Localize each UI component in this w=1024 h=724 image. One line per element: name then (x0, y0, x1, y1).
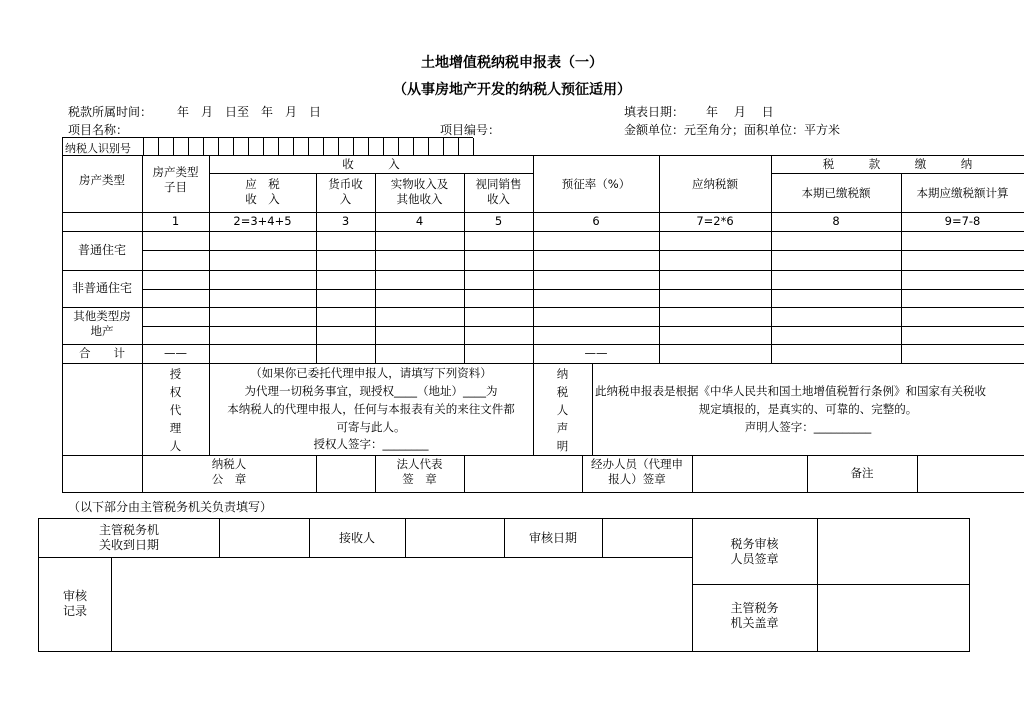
col-paid: 本期已缴税额 (801, 186, 871, 200)
col-number: 6 (592, 214, 600, 228)
row-other: 其他类型房 地产 (73, 309, 131, 338)
received-date-label: 主管税务机 关收到日期 (98, 523, 159, 552)
period-value[interactable]: 年 月 日至 年 月 日 (177, 105, 322, 119)
row-non-ordinary: 非普通住宅 (71, 281, 132, 295)
col-taxable-income: 应 税 收 入 (245, 177, 280, 206)
handler-seal: 经办人员（代理申 报人）签章 (591, 457, 683, 486)
fill-date-label: 填表日期： (624, 105, 685, 119)
declaration-line1: 此纳税申报表是根据《中华人民共和国土地增值税暂行条例》和国家有关税收 (595, 384, 986, 398)
authorization-line3: 本纳税人的代理申报人，任何与本报表有关的来往文件都 (227, 402, 515, 416)
col-tax-payable: 应纳税额 (692, 177, 738, 191)
fill-date-value[interactable]: 年 月 日 (706, 105, 774, 119)
unit-note: 金额单位：元至角分；面积单位：平方米 (624, 123, 841, 137)
col-cash-income: 货币收 入 (328, 177, 363, 206)
review-date-label: 审核日期 (528, 531, 577, 545)
row-total: 合 计 (79, 346, 125, 360)
col-number: 2=3+4+5 (233, 214, 292, 228)
remark: 备注 (850, 466, 874, 480)
taxpayer-id-label: 纳税人识别号 (65, 142, 131, 155)
col-number: 3 (341, 214, 350, 228)
col-number: 4 (415, 214, 424, 228)
col-house-type: 房产类型 (79, 173, 125, 187)
tax-office-note: （以下部分由主管税务机关负责填写） (68, 500, 273, 514)
col-number: 7=2*6 (696, 214, 734, 228)
col-tax-payment-group: 税 款 缴 纳 (822, 157, 973, 171)
authorization-label: 授 权 代 理 人 (169, 367, 182, 453)
total-dash: —— (584, 346, 608, 360)
col-income-group: 收 入 (342, 157, 400, 171)
total-dash: —— (164, 346, 187, 360)
col-material-income: 实物收入及 其他收入 (390, 177, 449, 206)
receiver-label: 接收人 (338, 531, 375, 545)
project-name-label: 项目名称： (68, 123, 129, 137)
row-ordinary: 普通住宅 (77, 243, 126, 257)
authorization-line1: （如果你已委托代理申报人，请填写下列资料） (250, 366, 492, 380)
col-number: 1 (171, 214, 180, 228)
project-no-label: 项目编号： (440, 123, 501, 137)
col-calc: 本期应缴税额计算 (916, 186, 1009, 200)
authorization-line4: 可寄与此人。 (336, 420, 406, 434)
declaration-table (62, 137, 1024, 493)
taxpayer-seal: 纳税人 公 章 (211, 457, 247, 486)
legal-rep-seal: 法人代表 签 章 (396, 457, 443, 486)
declaration-signature[interactable]: 声明人签字：__________ (744, 420, 872, 434)
authorization-signature[interactable]: 授权人签字：________ (313, 437, 429, 451)
reviewer-sign-label: 税务审核 人员签章 (730, 537, 779, 566)
col-number: 9=7-8 (944, 214, 981, 228)
tax-office-table (38, 518, 970, 652)
col-number: 5 (494, 214, 503, 228)
page-subtitle: （从事房地产开发的纳税人预征适用） (393, 82, 631, 98)
col-rate: 预征率（%） (561, 177, 631, 191)
col-number: 8 (832, 214, 840, 228)
col-sub-item: 房产类型 子目 (152, 165, 199, 194)
office-seal-label: 主管税务 机关盖章 (730, 601, 779, 630)
period-label: 税款所属时间： (68, 105, 153, 119)
authorization-line2: 为代理一切税务事宜，现授权____（地址）____为 (244, 384, 498, 398)
col-deemed-sale: 视同销售 收入 (475, 177, 522, 206)
declaration-line2: 规定填报的，是真实的、可靠的、完整的。 (698, 402, 918, 416)
declaration-label: 纳 税 人 声 明 (556, 367, 569, 453)
review-record-label: 审核 记录 (62, 589, 87, 618)
page-title: 土地增值税纳税申报表（一） (421, 55, 603, 71)
